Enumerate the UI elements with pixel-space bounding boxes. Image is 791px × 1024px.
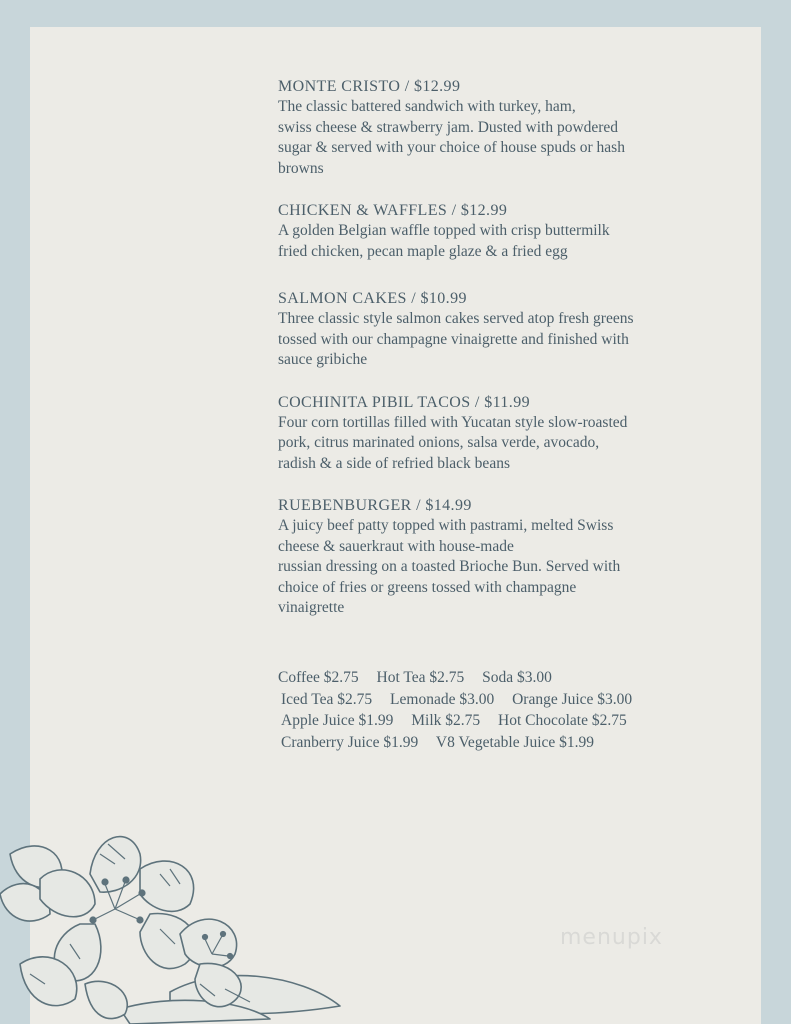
drinks-row — [278, 732, 718, 754]
menu-item-ruebenburger: RUEBENBURGER / $14.99 A juicy beef patty topped with pastrami, melted Swiss cheese & sauerkraut with house-made russian dressing on a toasted Brioche Bun. Served with choice of fries or greens tossed with champagne vinaigrette — [278, 496, 718, 619]
description-line: vinaigrette — [278, 599, 345, 616]
description-line: sauce gribiche — [278, 351, 368, 368]
item-name: CHICKEN & WAFFLES — [278, 202, 448, 219]
description-line: Four corn tortillas filled with Yucatan style slow-roasted — [278, 413, 628, 431]
item-price: $14.99 — [425, 497, 472, 514]
description-line: Three classic style salmon cakes served atop fresh greens — [278, 310, 634, 327]
description-line: fried chicken, pecan maple glaze & a fried egg — [278, 242, 568, 260]
flower-illustration-icon — [0, 814, 350, 1024]
description-line: radish & a side of refried black beans — [278, 454, 510, 472]
drink-item: Lemonade $3.00 — [390, 690, 495, 708]
item-description — [278, 221, 718, 262]
menu-item-chicken-waffles: CHICKEN & WAFFLES / $12.99 A golden Belgian waffle topped with crisp buttermilk fried chicken, pecan maple glaze & a fried egg — [278, 201, 718, 262]
description-line: pork, citrus marinated onions, salsa verde, avocado, — [278, 434, 600, 451]
menu-item-monte-cristo: MONTE CRISTO / $12.99 The classic battered sandwich with turkey, ham, swiss cheese & strawberry jam. Dusted with powdered sugar & served with your choice of house spuds or hash browns — [278, 77, 718, 179]
drinks-row — [278, 710, 718, 732]
item-price: $11.99 — [484, 393, 530, 411]
description-line: choice of fries or greens tossed with champagne — [278, 578, 577, 596]
description-line: russian dressing on a toasted Brioche Bun. Served with — [278, 558, 621, 575]
item-price: $10.99 — [420, 290, 467, 307]
menu-items — [278, 77, 718, 641]
drinks-list — [278, 667, 718, 753]
drink-item: Hot Tea $2.75 — [376, 669, 465, 686]
item-description — [278, 516, 718, 619]
item-description — [278, 309, 718, 371]
item-description — [278, 413, 718, 475]
drinks-row — [278, 667, 718, 689]
description-line: A juicy beef patty topped with pastrami, melted Swiss — [278, 517, 614, 534]
drink-item: Apple Juice $1.99 — [281, 712, 394, 729]
item-name: MONTE CRISTO — [278, 78, 401, 95]
drink-item: Orange Juice $3.00 — [512, 690, 633, 708]
drink-item: Cranberry Juice $1.99 — [281, 733, 419, 751]
description-line: tossed with our champagne vinaigrette and finished with — [278, 330, 629, 348]
drinks-row — [278, 689, 718, 711]
description-line: browns — [278, 159, 324, 177]
item-price: $12.99 — [460, 202, 508, 219]
description-line: A golden Belgian waffle topped with crisp buttermilk — [278, 222, 610, 239]
drink-item: V8 Vegetable Juice $1.99 — [435, 733, 595, 751]
drink-item: Iced Tea $2.75 — [281, 690, 373, 708]
item-description — [278, 97, 718, 179]
drink-item: Soda $3.00 — [482, 669, 552, 686]
item-price: $12.99 — [413, 78, 461, 95]
item-name: SALMON CAKES — [278, 290, 407, 307]
drink-item: Hot Chocolate $2.75 — [498, 712, 627, 729]
watermark: menupix — [560, 925, 663, 950]
menu-item-salmon-cakes: SALMON CAKES / $10.99 Three classic style salmon cakes served atop fresh greens tossed with our champagne vinaigrette and finished with sauce gribiche — [278, 289, 718, 371]
description-line: The classic battered sandwich with turkey, ham, — [278, 98, 576, 115]
description-line: sugar & served with your choice of house spuds or hash — [278, 139, 625, 156]
description-line: swiss cheese & strawberry jam. Dusted with powdered — [278, 118, 619, 136]
item-name: RUEBENBURGER — [278, 497, 412, 514]
menu-item-cochinita-pibil-tacos: COCHINITA PIBIL TACOS / $11.99 Four corn tortillas filled with Yucatan style slow-roasted pork, citrus marinated onions, salsa verde, avocado, radish & a side of refried black beans — [278, 393, 718, 475]
item-name: COCHINITA PIBIL TACOS — [278, 393, 471, 411]
drink-item: Coffee $2.75 — [278, 669, 359, 686]
drink-item: Milk $2.75 — [411, 712, 481, 729]
description-line: cheese & sauerkraut with house-made — [278, 537, 514, 555]
